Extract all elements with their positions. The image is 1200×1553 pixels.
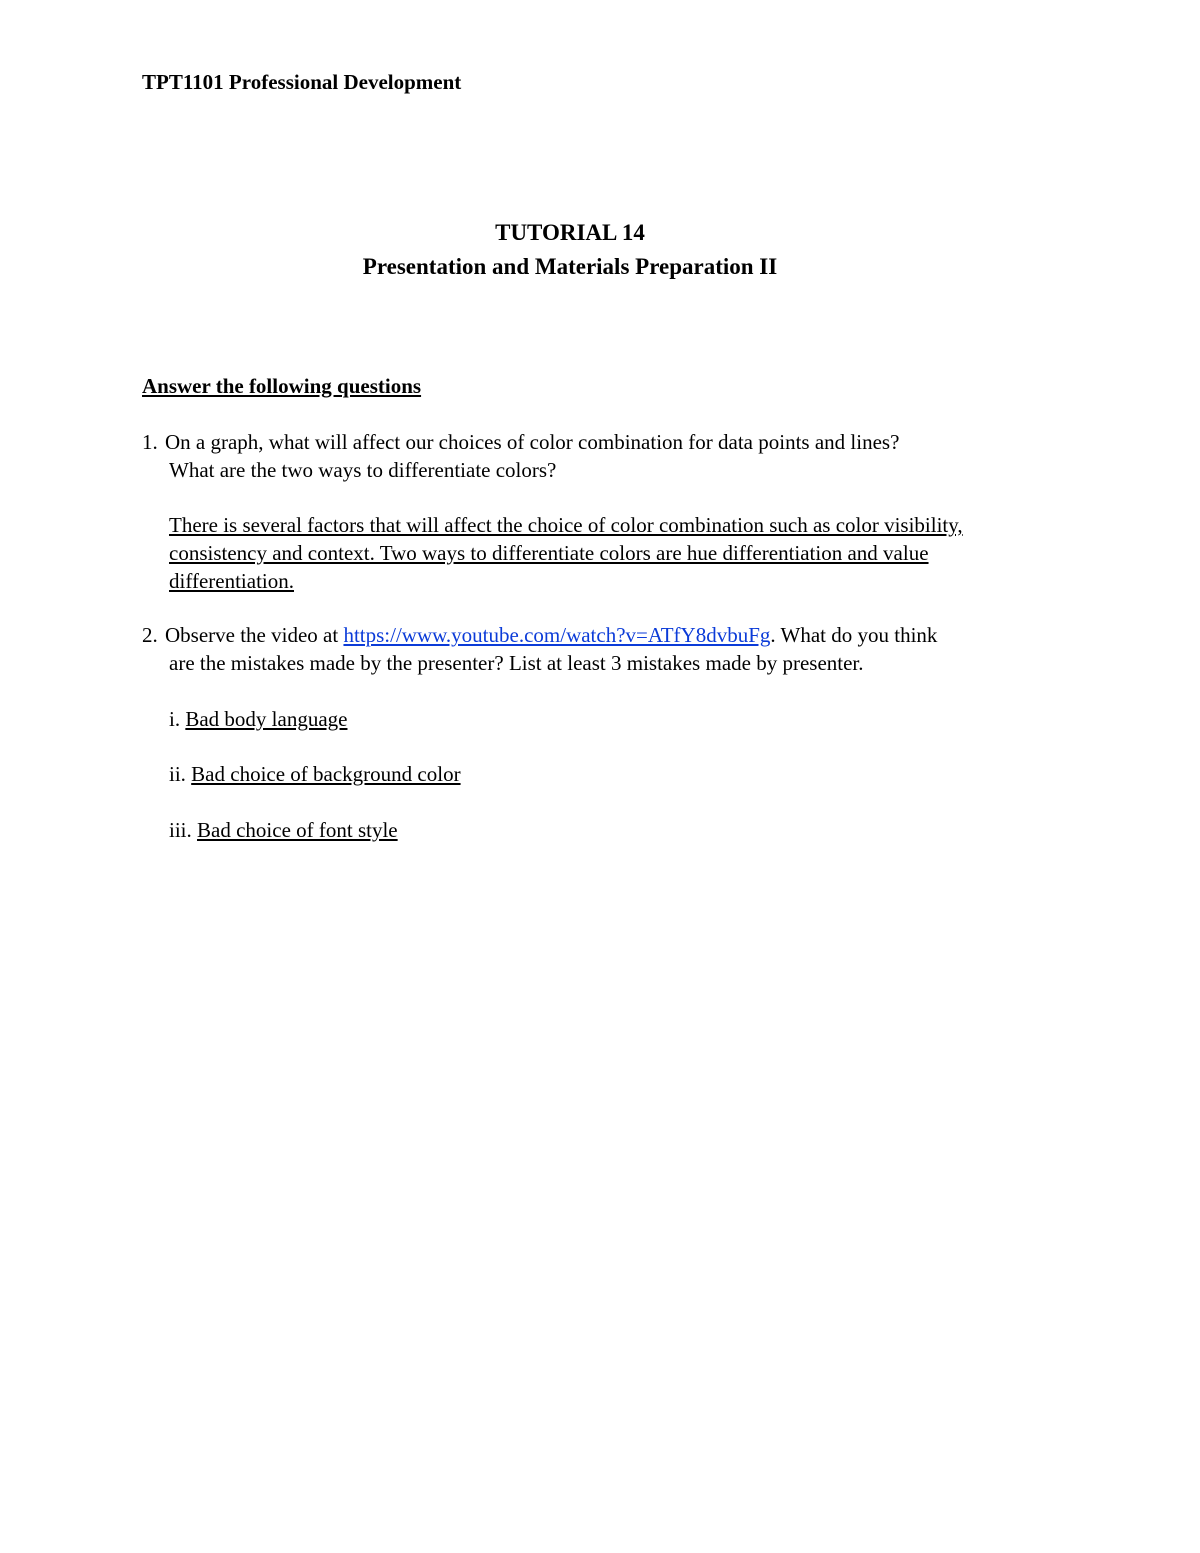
answer-2-marker: iii. [169,818,192,842]
answer-2-item [169,705,347,733]
video-link[interactable]: https://www.youtube.com/watch?v=ATfY8dvbuFg [343,623,771,647]
answer-1-line1: There is several factors that will affect the choice of color combination such as color visibility, [169,513,963,537]
question-2-suffix: . What do you think [770,623,938,647]
answer-2-marker: ii. [169,762,186,786]
question-2-prefix: Observe the video at [165,623,344,647]
instruction-heading: Answer the following questions [142,374,422,398]
question-1-number: 1. [142,430,158,454]
question-1-text-line1: On a graph, what will affect our choices of color combination for data points and lines? [165,430,900,454]
question-1-text-line2: What are the two ways to differentiate colors? [169,458,557,482]
question-2-text-line2: are the mistakes made by the presenter? List at least 3 mistakes made by presenter. [169,651,864,675]
answer-2-item [169,760,461,788]
answer-2-text: Bad body language [185,707,348,731]
answer-1-line2: consistency and context. Two ways to differentiate colors are hue differentiation and value [169,541,929,565]
tutorial-title: TUTORIAL 14 [495,220,645,245]
answer-2-item [169,816,398,844]
answer-1-line3: differentiation. [169,569,294,593]
document-header: TPT1101 Professional Development [142,70,462,94]
question-2-number: 2. [142,623,158,647]
answer-2-marker: i. [169,707,181,731]
question-2-text-line1 [165,621,937,649]
answer-2-text: Bad choice of font style [197,818,398,842]
tutorial-subtitle: Presentation and Materials Preparation II [362,254,778,279]
answer-2-text: Bad choice of background color [191,762,461,786]
